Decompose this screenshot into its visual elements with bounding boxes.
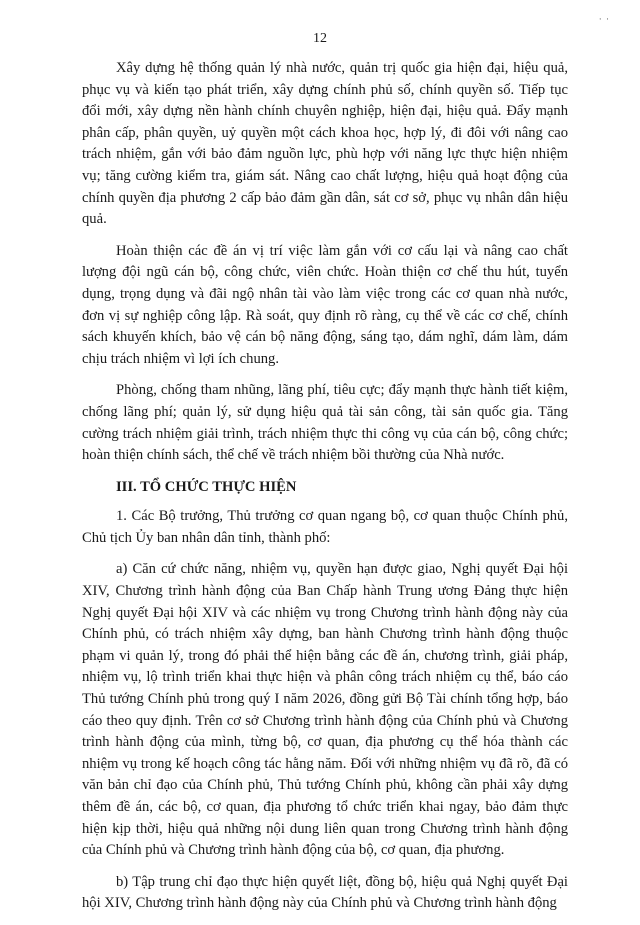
paragraph-job-positions: Hoàn thiện các đề án vị trí việc làm gắn với cơ cấu lại và nâng cao chất lượng đội ngũ cán bộ, công chức, viên chức. Hoàn thiện cơ chế thu hút, tuyển dụng, trọng dụng và đãi ngộ nhân tài vào làm việc trong các cơ quan nhà nước, đơn vị sự nghiệp công lập. Rà soát, quy định rõ ràng, cụ thể về các cơ chế, chính sách khuyến khích, bảo vệ cán bộ năng động, sáng tạo, dám nghĩ, dám làm, dám chịu trách nhiệm vì lợi ích chung. [82, 242, 568, 367]
corner-mark: · · [598, 14, 610, 24]
paragraph-anti-corruption: Phòng, chống tham nhũng, lãng phí, tiêu cực; đẩy mạnh thực hành tiết kiệm, chống lãng phí; quản lý, sử dụng hiệu quả tài sản công, tài sản quốc gia. Tăng cường trách nhiệm giải trình, trách nhiệm thực thi công vụ của cán bộ, công chức; hoàn thiện chính sách, thể chế về trách nhiệm bồi thường của Nhà nước. [82, 382, 568, 464]
section-heading: III. TỔ CHỨC THỰC HIỆN [116, 478, 297, 495]
document-body [82, 58, 568, 925]
paragraph-ministers: 1. Các Bộ trưởng, Thủ trưởng cơ quan ngang bộ, cơ quan thuộc Chính phủ, Chủ tịch Ủy ban nhân dân tỉnh, thành phố: [82, 508, 568, 546]
paragraph-item-b: b) Tập trung chỉ đạo thực hiện quyết liệt, đồng bộ, hiệu quả Nghị quyết Đại hội XIV, Chương trình hành động này của Chính phủ và Chương trình hành động [82, 873, 568, 912]
page-number: 12 [313, 31, 327, 46]
paragraph-item-a: a) Căn cứ chức năng, nhiệm vụ, quyền hạn được giao, Nghị quyết Đại hội XIV, Chương trình hành động của Ban Chấp hành Trung ương Đảng thực hiện Nghị quyết Đại hội XIV và các nhiệm vụ trong Chương trình hành động này của Chính phủ, có trách nhiệm xây dựng, ban hành Chương trình hành động thuộc phạm vi quản lý, trong đó phải thể hiện bằng các đề án, chương trình, giải pháp, nhiệm vụ, lộ trình triển khai thực hiện và phân công trách nhiệm cụ thể, báo cáo Thủ tướng Chính phủ trong quý I năm 2026, đồng gửi Bộ Tài chính tổng hợp, báo cáo theo quy định. Trên cơ sở Chương trình hành động của Chính phủ và Chương trình hành động của mình, từng bộ, cơ quan, địa phương cụ thể hóa thành các nhiệm vụ trong kế hoạch công tác hằng năm. Đối với những nhiệm vụ đã rõ, đã có văn bản chỉ đạo của Chính phủ, Thủ tướng Chính phủ, không cần phải xây dựng thêm đề án, các bộ, cơ quan, địa phương tổ chức triển khai ngay, bảo đảm thực hiện kịp thời, hiệu quả những nội dung liên quan trong Chương trình hành động của Chính phủ và Chương trình hành động của bộ, cơ quan, địa phương. [82, 561, 568, 859]
paragraph-state-management: Xây dựng hệ thống quản lý nhà nước, quản trị quốc gia hiện đại, hiệu quả, phục vụ và kiến tạo phát triển, xây dựng chính phủ số, chính quyền số. Tiếp tục đổi mới, xây dựng nền hành chính chuyên nghiệp, hiện đại, hiệu quả. Đẩy mạnh phân cấp, phân quyền, uỷ quyền một cách khoa học, hợp lý, đi đôi với nâng cao trách nhiệm, gắn với bảo đảm nguồn lực, phù hợp với năng lực thực hiện nhiệm vụ; tăng cường kiểm tra, giám sát. Nâng cao chất lượng, hiệu quả hoạt động của chính quyền địa phương 2 cấp bảo đảm gần dân, sát cơ sở, phục vụ nhân dân hiệu quả. [82, 60, 568, 228]
